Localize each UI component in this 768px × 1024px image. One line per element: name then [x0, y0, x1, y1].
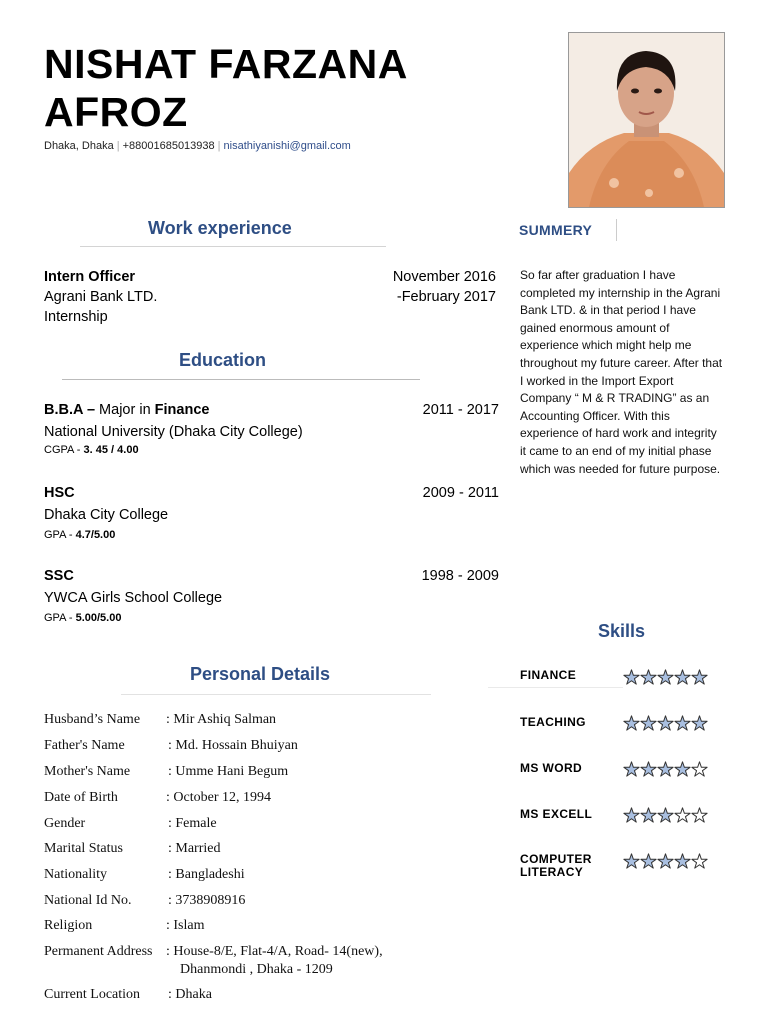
skill-rating: [623, 806, 708, 824]
personal-details-heading: Personal Details: [190, 664, 331, 684]
bba-grade-label: CGPA -: [44, 444, 84, 456]
hsc-institution: Dhaka City College: [44, 507, 169, 523]
ssc-institution: YWCA Girls School College: [44, 590, 223, 606]
personal-divider: [121, 694, 431, 695]
star-empty-icon: [691, 760, 708, 778]
star-filled-icon: [623, 806, 640, 824]
portrait-illustration: [569, 33, 724, 207]
hsc-grade-value: 4.7/5.00: [75, 529, 116, 541]
bba-degree-line: [44, 402, 209, 418]
profile-photo: [568, 32, 725, 208]
skill-label: COMPUTER: [520, 852, 592, 866]
bba-years: 2011 - 2017: [422, 402, 499, 418]
skill-label: TEACHING: [520, 715, 586, 729]
star-filled-icon: [674, 852, 691, 870]
skill-rating: [623, 852, 708, 870]
work-divider: [80, 246, 386, 247]
star-filled-icon: [674, 714, 691, 732]
personal-value: : Islam: [166, 918, 205, 933]
skill-item: [520, 716, 586, 729]
personal-label: Father's Name: [44, 738, 125, 753]
phone: +88001685013938: [122, 140, 215, 152]
star-filled-icon: [640, 760, 657, 778]
personal-value: : Female: [168, 816, 217, 831]
star-filled-icon: [657, 852, 674, 870]
personal-label: Nationality: [44, 867, 107, 882]
skill-rating: [623, 714, 708, 732]
bba-grade: [44, 444, 139, 456]
star-filled-icon: [623, 668, 640, 686]
bba-institution: National University (Dhaka City College): [44, 424, 303, 440]
job-type: Internship: [44, 309, 108, 325]
star-empty-icon: [674, 806, 691, 824]
skill-item: [520, 808, 592, 821]
personal-value: : Dhaka: [168, 987, 212, 1002]
star-filled-icon: [640, 668, 657, 686]
star-filled-icon: [674, 668, 691, 686]
skill-item: [520, 669, 576, 682]
bba-degree: B.B.A –: [44, 402, 96, 418]
personal-value: : Married: [168, 841, 221, 856]
bba-major: Finance: [154, 402, 210, 418]
personal-label: Permanent Address: [44, 944, 153, 959]
ssc-grade: [44, 612, 121, 624]
skill-item: [520, 762, 582, 775]
personal-value: : 3738908916: [168, 893, 246, 908]
star-filled-icon: [640, 714, 657, 732]
education-heading: Education: [179, 350, 267, 370]
star-empty-icon: [691, 852, 708, 870]
star-filled-icon: [691, 668, 708, 686]
star-filled-icon: [674, 760, 691, 778]
star-filled-icon: [623, 852, 640, 870]
name-line-1: NISHAT FARZANA: [44, 41, 408, 87]
personal-value: : October 12, 1994: [166, 790, 271, 805]
education-divider: [62, 379, 420, 380]
skill-label-line2: LITERACY: [520, 865, 584, 879]
candidate-name: [44, 40, 408, 136]
personal-value: : Bangladeshi: [168, 867, 245, 882]
skill-rating: [623, 668, 708, 686]
personal-value: : Mir Ashiq Salman: [166, 712, 277, 727]
job-title: Intern Officer: [44, 269, 136, 285]
star-filled-icon: [657, 760, 674, 778]
ssc-degree: SSC: [44, 568, 74, 584]
skill-label: MS EXCELL: [520, 807, 593, 821]
star-filled-icon: [691, 714, 708, 732]
summary-text: So far after graduation I have completed my internship in the Agrani Bank LTD. & in that period I have gained enormous amount of experience which might help me throughout my future career. After that I worked in the Import Export Company “ M & R TRADING” as an Accounting Officer. With this experience of hard work and integrity it came to an end of my initial phase which was needed for future purpose.: [520, 268, 723, 476]
personal-label: Mother's Name: [44, 764, 131, 779]
star-filled-icon: [657, 668, 674, 686]
personal-value: : Umme Hani Begum: [168, 764, 289, 779]
star-filled-icon: [657, 714, 674, 732]
contact-line: Dhaka, Dhaka | +88001685013938 | nisathiyanishi@gmail.com: [44, 140, 351, 152]
job-date-start: November 2016: [392, 269, 496, 285]
bba-grade-value: 3. 45 / 4.00: [83, 444, 139, 456]
ssc-grade-value: 5.00/5.00: [75, 612, 122, 624]
skills-divider: [488, 687, 623, 688]
personal-label: National Id No.: [44, 893, 132, 908]
personal-label: Gender: [44, 816, 86, 831]
personal-label: Religion: [44, 918, 93, 933]
personal-value: : House-8/E, Flat-4/A, Road- 14(new),: [166, 944, 383, 959]
name-line-2: AFROZ: [44, 89, 188, 135]
star-filled-icon: [640, 806, 657, 824]
hsc-grade: [44, 529, 115, 541]
personal-value: Dhanmondi , Dhaka - 1209: [180, 962, 333, 977]
skill-label: MS WORD: [520, 761, 583, 775]
summary-divider: [616, 219, 617, 241]
bba-major-prefix: Major in: [95, 402, 155, 418]
hsc-grade-label: GPA -: [44, 529, 76, 541]
star-filled-icon: [623, 760, 640, 778]
star-filled-icon: [623, 714, 640, 732]
work-experience-heading: Work experience: [148, 218, 292, 238]
skill-label: FINANCE: [520, 668, 577, 682]
job-company: Agrani Bank LTD.: [44, 289, 158, 305]
star-filled-icon: [657, 806, 674, 824]
personal-label: Current Location: [44, 987, 141, 1002]
star-filled-icon: [640, 852, 657, 870]
ssc-grade-label: GPA -: [44, 612, 76, 624]
skill-item: [520, 853, 592, 879]
personal-label: Marital Status: [44, 841, 123, 856]
hsc-years: 2009 - 2011: [422, 485, 499, 501]
hsc-degree: HSC: [44, 485, 75, 501]
job-date-end: -February 2017: [396, 289, 496, 305]
email-link[interactable]: nisathiyanishi@gmail.com: [223, 140, 351, 152]
star-empty-icon: [691, 806, 708, 824]
personal-value: : Md. Hossain Bhuiyan: [168, 738, 298, 753]
location: Dhaka, Dhaka: [44, 140, 114, 152]
skill-rating: [623, 760, 708, 778]
personal-label: Date of Birth: [44, 790, 118, 805]
personal-label: Husband’s Name: [44, 712, 141, 727]
skills-heading: Skills: [598, 621, 646, 641]
ssc-years: 1998 - 2009: [421, 568, 499, 584]
summary-heading: SUMMERY: [519, 222, 593, 238]
